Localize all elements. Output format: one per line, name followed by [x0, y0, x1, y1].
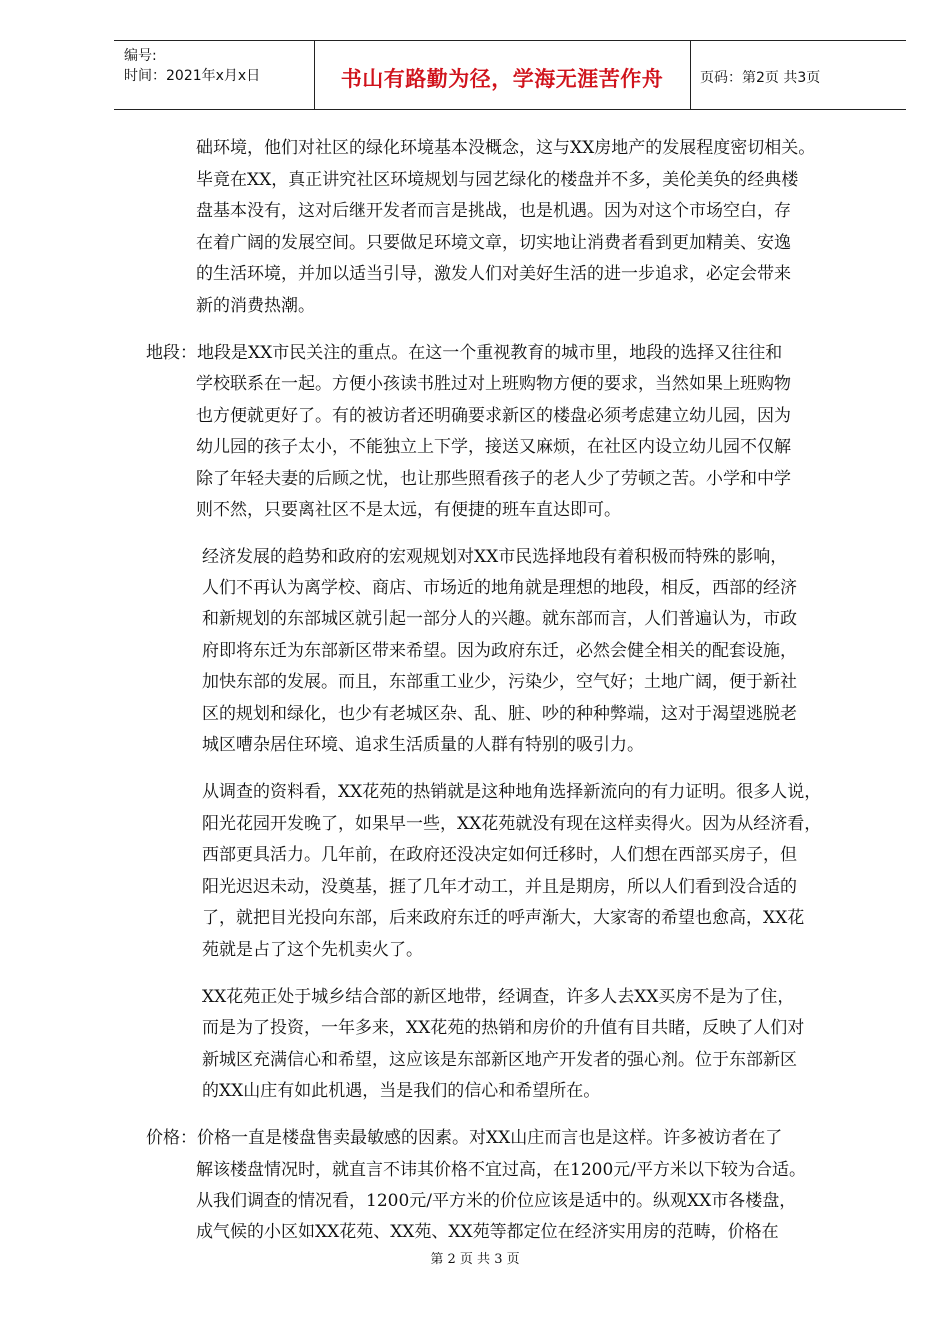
text-line-section-start: 地段：地段是XX市民关注的重点。在这一个重视教育的城市里，地段的选择又往往和 [146, 343, 783, 363]
document-time-label: 时间：2021年x月x日 [124, 68, 261, 84]
text-line: 幼儿园的孩子太小，不能独立上下学，接送又麻烦，在社区内设立幼儿园不仅解 [196, 437, 791, 457]
text-line: 也方便就更好了。有的被访者还明确要求新区的楼盘必须考虑建立幼儿园，因为 [196, 406, 791, 426]
text-line: 新的消费热潮。 [196, 296, 315, 316]
text-line: 从我们调查的情况看，1200元/平方米的价位应该是适中的。纵观XX市各楼盘， [196, 1191, 797, 1211]
text-line: 经济发展的趋势和政府的宏观规划对XX市民选择地段有着积极而特殊的影响， [202, 547, 788, 567]
header-page-number: 页码：第2页 共3页 [700, 70, 821, 86]
text-line: 了，就把目光投向东部，后来政府东迁的呼声渐大，大家寄的希望也愈高，XX花 [202, 908, 805, 928]
text-line: 苑就是占了这个先机卖火了。 [202, 940, 423, 960]
text-line: 解该楼盘情况时，就直言不讳其价格不宜过高，在1200元/平方米以下较为合适。 [196, 1160, 806, 1180]
text-line: 而是为了投资，一年多来，XX花苑的热销和房价的升值有目共睹，反映了人们对 [202, 1018, 805, 1038]
text-line: 的生活环境，并加以适当引导，激发人们对美好生活的进一步追求，必定会带来 [196, 264, 791, 284]
text-line: 西部更具活力。几年前，在政府还没决定如何迁移时，人们想在西部买房子，但 [202, 845, 797, 865]
text-line: 区的规划和绿化，也少有老城区杂、乱、脏、吵的种种弊端，这对于渴望逃脱老 [202, 704, 797, 724]
text-line: 的XX山庄有如此机遇，当是我们的信心和希望所在。 [202, 1081, 601, 1101]
text-line: 学校联系在一起。方便小孩读书胜过对上班购物方便的要求，当然如果上班购物 [196, 374, 791, 394]
page-footer: 第 2 页 共 3 页 [430, 1252, 520, 1267]
text-line: 从调查的资料看，XX花苑的热销就是这种地角选择新流向的有力证明。很多人说， [202, 782, 822, 802]
text-line: 阳光花园开发晚了，如果早一些，XX花苑就没有现在这样卖得火。因为从经济看， [202, 814, 822, 834]
text-line: 毕竟在XX，真正讲究社区环境规划与园艺绿化的楼盘并不多，美伦美奂的经典楼 [196, 170, 799, 190]
text-line: 除了年轻夫妻的后顾之忧，也让那些照看孩子的老人少了劳顿之苦。小学和中学 [196, 469, 791, 489]
text-line: 府即将东迁为东部新区带来希望。因为政府东迁，必然会健全相关的配套设施， [202, 641, 797, 661]
text-line: 则不然，只要离社区不是太远，有便捷的班车直达即可。 [196, 500, 621, 520]
text-line: 和新规划的东部城区就引起一部分人的兴趣。就东部而言，人们普遍认为，市政 [202, 609, 797, 629]
text-line: 新城区充满信心和希望，这应该是东部新区地产开发者的强心剂。位于东部新区 [202, 1050, 797, 1070]
text-line: 成气候的小区如XX花苑、XX苑、XX苑等都定位在经济实用房的范畴，价格在 [196, 1222, 779, 1242]
header-motto: 书山有路勤为径，学海无涯苦作舟 [340, 67, 664, 91]
text-line: 加快东部的发展。而且，东部重工业少，污染少，空气好；土地广阔，便于新社 [202, 672, 797, 692]
document-number-label: 编号: [124, 48, 157, 64]
text-line: XX花苑正处于城乡结合部的新区地带，经调查，许多人去XX买房不是为了住， [202, 987, 795, 1007]
text-line: 盘基本没有，这对后继开发者而言是挑战，也是机遇。因为对这个市场空白，存 [196, 201, 791, 221]
text-line: 城区嘈杂居住环境、追求生活质量的人群有特别的吸引力。 [202, 735, 644, 755]
text-line: 阳光迟迟未动，没奠基，捱了几年才动工，并且是期房，所以人们看到没合适的 [202, 877, 797, 897]
text-line-section-start: 价格：价格一直是楼盘售卖最敏感的因素。对XX山庄而言也是这样。许多被访者在了 [146, 1128, 783, 1148]
text-line: 人们不再认为离学校、商店、市场近的地角就是理想的地段，相反，西部的经济 [202, 578, 797, 598]
text-line: 在着广阔的发展空间。只要做足环境文章，切实地让消费者看到更加精美、安逸 [196, 233, 791, 253]
text-line: 础环境，他们对社区的绿化环境基本没概念，这与XX房地产的发展程度密切相关。 [196, 138, 816, 158]
